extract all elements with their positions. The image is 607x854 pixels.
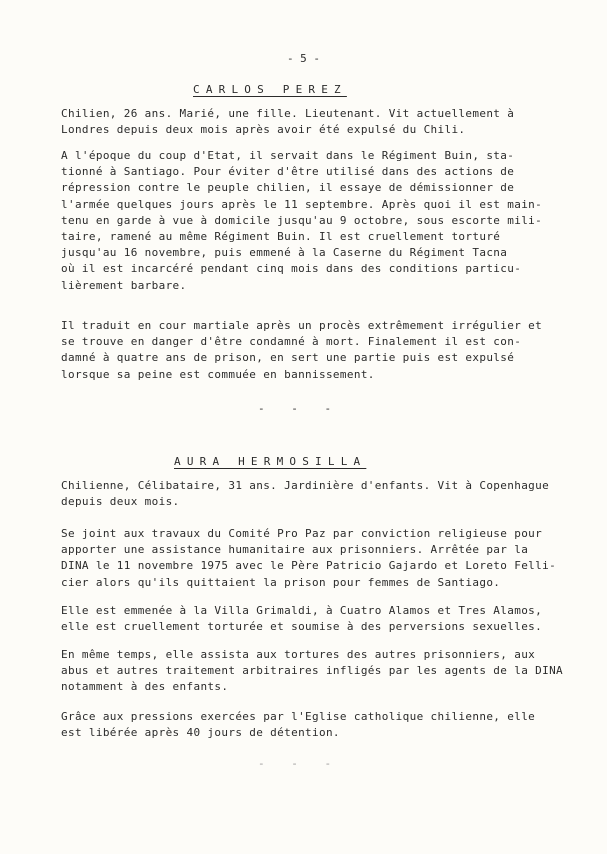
- text-line: elle est cruellement torturée et soumise à des perversions sexuelles.: [61, 620, 543, 634]
- text-line: l'armée quelques jours après le 11 septembre. Après quoi il est main-: [61, 197, 543, 211]
- page-number: - 5 -: [286, 52, 321, 65]
- paragraph: [61, 647, 564, 696]
- text-line: Grâce aux pressions exercées par l'Eglise catholique chilienne, elle: [61, 710, 536, 723]
- text-line: tenu en garde à vue à domicile jusqu'au 9 octobre, sous escorte mili-: [61, 213, 543, 227]
- text-line: se trouve en danger d'être condamné à mort. Finalement il est con-: [61, 335, 522, 349]
- text-line: En même temps, elle assista aux tortures des autres prisonniers, aux: [61, 648, 536, 661]
- text-line: taire, ramené au même Régiment Buin. Il est cruellement torturé: [61, 229, 501, 243]
- text-line: damné à quatre ans de prison, en sert une partie puis est expulsé: [61, 351, 515, 365]
- section-heading-aura-hermosilla: AURA HERMOSILLA: [174, 455, 367, 468]
- text-line: apporter une assistance humanitaire aux prisonniers. Arrêtée par la: [61, 543, 529, 557]
- text-line: A l'époque du coup d'Etat, il servait dans le Régiment Buin, sta-: [61, 149, 515, 162]
- text-line: lièrement barbare.: [61, 278, 187, 292]
- text-line: Chilienne, Célibataire, 31 ans. Jardinière d'enfants. Vit à Copenhague: [61, 479, 550, 492]
- text-line: Londres depuis deux mois après avoir été expulsé du Chili.: [61, 123, 466, 137]
- text-line: où il est incarcéré pendant cinq mois dans des conditions particu-: [61, 262, 522, 276]
- paragraph: [61, 478, 561, 510]
- section-heading-carlos-perez: CARLOS PEREZ: [193, 83, 347, 96]
- paragraph: [61, 106, 561, 138]
- text-line: cier alors qu'ils quittaient la prison pour femmes de Santiago.: [61, 575, 501, 589]
- text-line: tionné à Santiago. Pour éviter d'être utilisé dans des actions de: [61, 165, 515, 179]
- text-line: jusqu'au 16 novembre, puis emmené à la Caserne du Régiment Tacna: [61, 246, 508, 260]
- text-line: notamment à des enfants.: [61, 680, 229, 694]
- paragraph: [61, 526, 561, 591]
- text-line: lorsque sa peine est commuée en bannissement.: [61, 367, 375, 381]
- text-line: Chilien, 26 ans. Marié, une fille. Lieutenant. Vit actuellement à: [61, 107, 515, 120]
- paragraph: [61, 148, 561, 294]
- paragraph: [61, 603, 561, 635]
- text-line: depuis deux mois.: [61, 495, 180, 509]
- paragraph: [61, 318, 561, 383]
- text-line: Elle est emmenée à la Villa Grimaldi, à Cuatro Alamos et Tres Alamos,: [61, 604, 543, 617]
- text-line: répression contre le peuple chilien, il essaye de démissionner de: [61, 181, 515, 195]
- paragraph: [61, 709, 561, 741]
- section-separator: - - -: [258, 402, 342, 415]
- text-line: abus et autres traitement arbitraires infligés par les agents de la DINA: [61, 664, 564, 678]
- text-line: est libérée après 40 jours de détention.: [61, 726, 340, 740]
- section-separator: - - -: [258, 757, 342, 770]
- text-line: Il traduit en cour martiale après un procès extrêmement irrégulier et: [61, 319, 543, 332]
- text-line: DINA le 11 novembre 1975 avec le Père Patricio Gajardo et Loreto Felli-: [61, 559, 557, 573]
- text-line: Se joint aux travaux du Comité Pro Paz par conviction religieuse pour: [61, 527, 543, 540]
